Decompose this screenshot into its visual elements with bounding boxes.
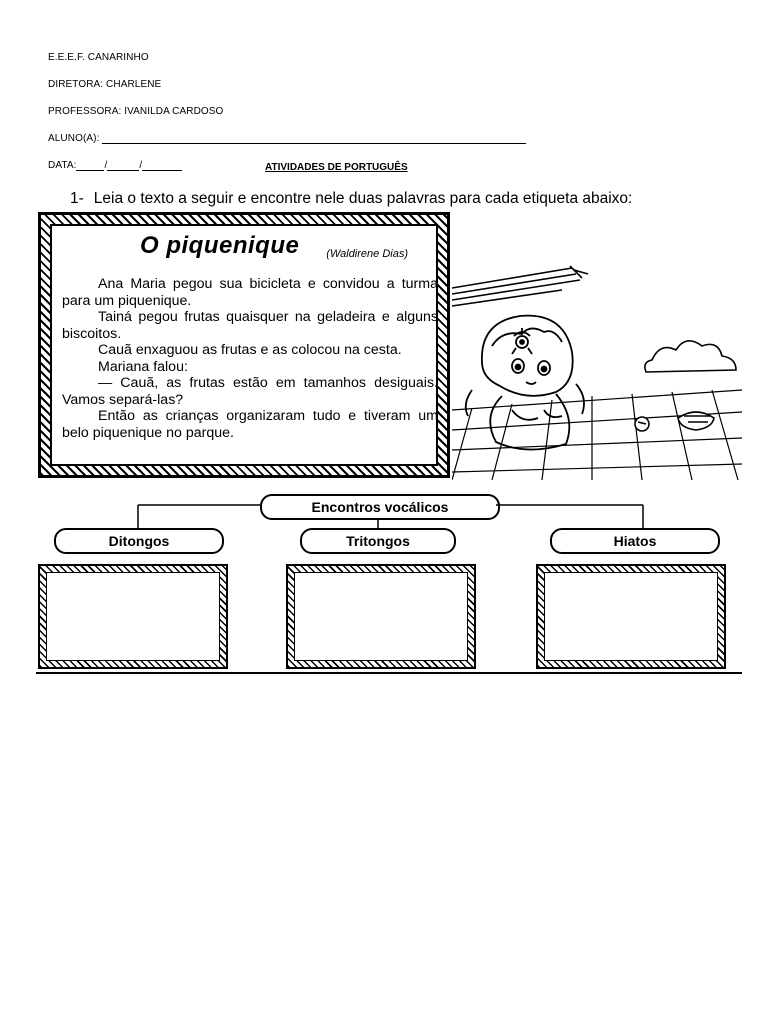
- label-tritongos: Tritongos: [300, 528, 456, 554]
- picnic-girl-illustration: [452, 250, 742, 480]
- question-number: 1-: [70, 190, 84, 207]
- teacher-name: PROFESSORA: IVANILDA CARDOSO: [48, 106, 224, 117]
- girl-icon: [466, 316, 584, 450]
- story-paragraph: Cauã enxaguou as frutas e as colocou na cesta.: [98, 342, 402, 358]
- question-text: Leia o texto a seguir e encontre nele duas palavras para cada etiqueta abaixo:: [93, 190, 633, 207]
- story-paragraph: Mariana falou:: [98, 358, 188, 375]
- question-1: [70, 190, 632, 208]
- answer-box-tritongos[interactable]: [286, 564, 476, 669]
- page-divider: [36, 672, 742, 674]
- student-label: ALUNO(A):: [48, 133, 100, 144]
- date-separator: /: [104, 160, 108, 171]
- root-label-encontros-vocalicos: Encontros vocálicos: [260, 494, 500, 520]
- bowl-icon: [678, 412, 714, 430]
- date-label: DATA:: [48, 160, 77, 171]
- story-title: O piquenique: [140, 232, 300, 259]
- cloud-icon: [645, 341, 736, 372]
- date-month-field[interactable]: [107, 160, 139, 171]
- date-separator: /: [139, 160, 143, 171]
- date-year-field[interactable]: [142, 160, 182, 171]
- student-name-field[interactable]: [102, 133, 526, 144]
- story-paragraph: Tainá pegou frutas quaisquer na geladeira e alguns biscoitos.: [62, 309, 438, 342]
- school-name: E.E.E.F. CANARINHO: [48, 52, 149, 63]
- sun-rays-icon: [452, 266, 588, 306]
- date-day-field[interactable]: [76, 160, 104, 171]
- story-author: (Waldirene Dias): [326, 248, 408, 260]
- vowel-encounters-diagram: [36, 486, 744, 682]
- date-row: [48, 160, 182, 171]
- story-panel: [50, 224, 438, 466]
- student-row: [48, 133, 526, 144]
- activity-title: ATIVIDADES DE PORTUGUÊS: [265, 162, 408, 173]
- story-paragraph: Ana Maria pegou sua bicicleta e convidou a turma para um piquenique.: [62, 276, 438, 309]
- label-ditongos: Ditongos: [54, 528, 224, 554]
- label-hiatos: Hiatos: [550, 528, 720, 554]
- answer-box-ditongos[interactable]: [38, 564, 228, 669]
- fruit-icon: [635, 417, 649, 431]
- story-paragraph: Então as crianças organizaram tudo e tiveram um belo piquenique no parque.: [62, 408, 438, 441]
- principal-name: DIRETORA: CHARLENE: [48, 79, 162, 90]
- answer-box-hiatos[interactable]: [536, 564, 726, 669]
- story-frame: [38, 212, 450, 478]
- story-text: [62, 276, 438, 441]
- story-paragraph: — Cauã, as frutas estão em tamanhos desiguais. Vamos separá-las?: [62, 375, 438, 408]
